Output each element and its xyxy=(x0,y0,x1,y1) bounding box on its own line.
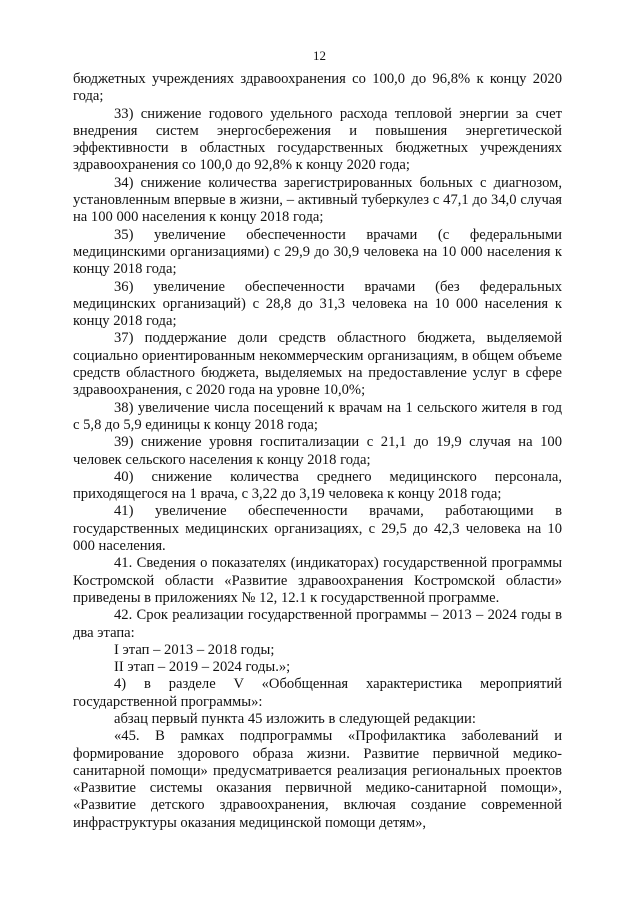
paragraph: II этап – 2019 – 2024 годы.»; xyxy=(114,659,291,676)
paragraph: 33) снижение годового удельного расхода тепловой энергии за счет внедрения систем энергосбережения и повышения энергетической эффективности в областных государственных бюджетных учреждениях здравоохранения со 100,0 до 92,8% к концу 2020 года; xyxy=(73,105,562,174)
paragraph: 41. Сведения о показателях (индикаторах) государственной программы Костромской области «Развитие здравоохранения Костромской области» приведены в приложениях № 12, 12.1 к государственной программе. xyxy=(73,555,562,606)
paragraph: абзац первый пункта 45 изложить в следующей редакции: xyxy=(114,710,476,727)
paragraph: 34) снижение количества зарегистрированных больных с диагнозом, установленным впервые в жизни, – активный туберкулез с 47,1 до 34,0 случая на 100 000 населения к концу 2018 года; xyxy=(73,174,562,226)
document-body xyxy=(73,71,562,832)
paragraph: 40) снижение количества среднего медицинского персонала, приходящегося на 1 врача, с 3,22 до 3,19 человека к концу 2018 года; xyxy=(73,468,562,503)
paragraph: бюджетных учреждениях здравоохранения со 100,0 до 96,8% к концу 2020 года; xyxy=(73,71,562,105)
paragraph: I этап – 2013 – 2018 годы; xyxy=(114,641,275,658)
paragraph: 42. Срок реализации государственной программы – 2013 – 2024 годы в два этапа: xyxy=(73,607,562,641)
paragraph: 4) в разделе V «Обобщенная характеристика мероприятий государственной программы»: xyxy=(73,676,562,710)
paragraph: 37) поддержание доли средств областного бюджета, выделяемой социально ориентированным некоммерческим организациям, в общем объеме средств областного бюджета, выделяемых на предоставление услуг в сфере здравоохранения, с 2020 года на уровне 10,0%; xyxy=(73,330,562,399)
paragraph: 36) увеличение обеспеченности врачами (без федеральных медицинских организаций) с 28,8 до 31,3 человека на 10 000 населения к концу 2018 года; xyxy=(73,278,562,330)
paragraph: 38) увеличение числа посещений к врачам на 1 сельского жителя в год с 5,8 до 5,9 единицы к концу 2018 года; xyxy=(73,399,562,433)
paragraph: 35) увеличение обеспеченности врачами (с федеральными медицинскими организациями) с 29,9 до 30,9 человека на 10 000 населения к концу 2018 года; xyxy=(73,226,562,278)
paragraph: 39) снижение уровня госпитализации с 21,1 до 19,9 случая на 100 человек сельского населения к концу 2018 года; xyxy=(73,434,562,468)
paragraph: 41) увеличение обеспеченности врачами, работающими в государственных медицинских организациях, с 29,5 до 42,3 человека на 10 000 населения. xyxy=(73,503,562,555)
page-number: 12 xyxy=(313,48,326,63)
paragraph: «45. В рамках подпрограммы «Профилактика заболеваний и формирование здорового образа жизни. Развитие первичной медико-санитарной помощи» предусматривается реализация региональных проектов «Развитие системы оказания первичной медико-санитарной помощи», «Развитие детского здравоохранения, включая создание современной инфраструктуры оказания медицинской помощи детям», xyxy=(73,728,562,831)
